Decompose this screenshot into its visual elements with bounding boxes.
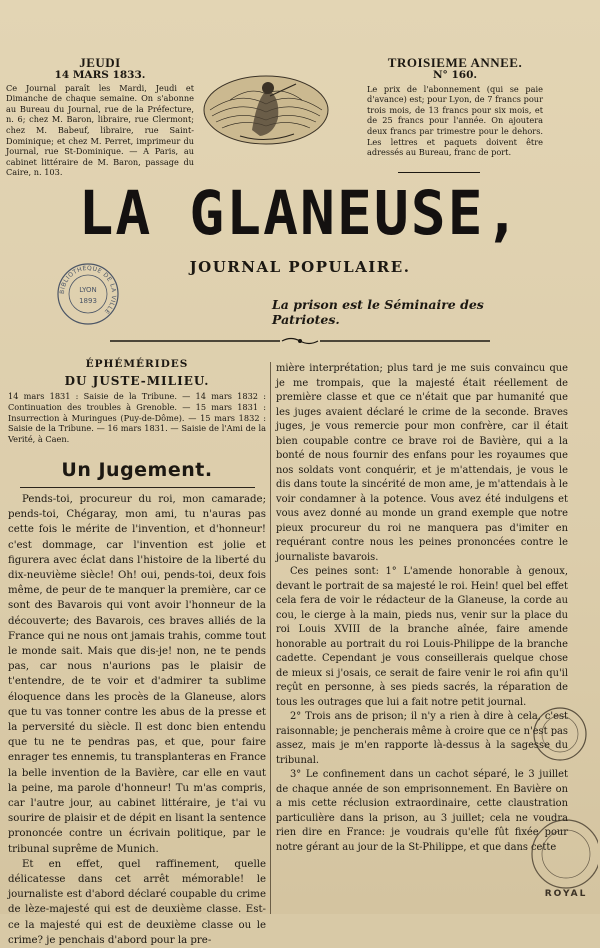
issue-day: JEUDI bbox=[79, 55, 121, 70]
article-title-rule bbox=[20, 487, 255, 488]
issue-date: 14 MARS 1833. bbox=[54, 69, 146, 81]
masthead-rule bbox=[398, 172, 480, 173]
motto: La prison est le Séminaire des Patriotes. bbox=[272, 297, 484, 327]
article-paragraph: Ces peines sont: 1° L'amende honorable à genoux, devant le portrait de sa majesté le roi. Hein! quel bel effet cela fera de voir le rédacteur de la Glaneuse, la corde au cou, le cierge à la main, pieds nus, venir sur la place du roi Louis XVIII de la branche aînée, faire amende honorable au portrait du roi Louis-Philippe de la branche cadette. Cependant je vous conseillerais quelque chose de mieux si j'osais, ce serait de faire venir le roi afin qu'il reçût en personne, à ses pieds sacrés, la réparation de tous les outrages que lui a fait notre petit journal. bbox=[276, 566, 568, 708]
stamp-ring-text: BIBLIOTHÈQUE DE LA VILLE bbox=[58, 264, 118, 316]
newspaper-subtitle: JOURNAL POPULAIRE. bbox=[189, 258, 411, 276]
masthead-vignette bbox=[200, 70, 332, 148]
ephemerides-text: 14 mars 1831 : Saisie de la Tribune. — 14 mars 1832 : Continuation des troubles à Grenoble. — 15 mars 1831 : Insurrection à Muringues (Puy-de-Dôme). — 15 mars 1832 : Saisie de la Tribune. — 16 mars 1831. — Saisie de l'Ami de la Verité, à Caen. bbox=[8, 391, 266, 445]
pricing-info: Le prix de l'abonnement (qui se paie d'avance) est; pour Lyon, de 7 francs pour trois mois, de 13 francs pour six mois, et de 25 francs pour l'année. On ajoutera deux francs par trimestre pour le dehors. Les lettres et paquets doivent être adressés au Bureau, franc de port. bbox=[367, 83, 543, 158]
archive-stamp-text: ROYAL bbox=[544, 889, 588, 899]
masthead-left bbox=[6, 56, 194, 178]
stamp-city: LYON bbox=[79, 286, 97, 294]
article-paragraph: 2° Trois ans de prison; il n'y a rien à dire à cela, c'est raisonnable; je pencherais même à croire que ce n'est pas assez, mais je m'en rapporte là-dessus à la sagesse du tribunal. bbox=[276, 711, 568, 766]
article-paragraph: 3° Le confinement dans un cachot séparé, le 3 juillet de chaque année de son emprisonnement. En Bavière on a mis cette réclusion extraordinaire, cette claustration particulière dans la prison, au 3 juillet; cela ne voudra rien dire en France: je voudrais qu'elle fût fixée pour notre gérant au jour de la St-Philippe, et que dans cette bbox=[276, 769, 568, 853]
newspaper-title: LA GLANEUSE, bbox=[78, 177, 522, 249]
archive-stamp bbox=[512, 706, 598, 906]
subscription-info: Ce Journal paraît les Mardi, Jeudi et Dimanche de chaque semaine. On s'abonne au Bureau du Journal, rue de la Préfecture, n. 6; chez M. Baron, libraire, rue Clermont; chez M. Babeuf, libraire, rue Saint-Dominique; et chez M. Perret, imprimeur du Journal, rue St-Dominique. — A Paris, au cabinet littéraire de M. Baron, passage du Caire, n. 103. bbox=[6, 82, 194, 178]
left-column bbox=[8, 358, 266, 948]
article-paragraph: Et en effet, quel raffinement, quelle délicatesse dans cet arrêt mémorable! le journaliste est d'abord déclaré coupable du crime de lèze-majesté qui est de deuxième classe. Est-ce la majesté qui est de deuxième classe ou le crime? je penchais d'abord pour la pre- bbox=[8, 858, 266, 946]
ephemerides-subtitle: DU JUSTE-MILIEU. bbox=[64, 374, 210, 388]
masthead-right bbox=[367, 56, 543, 158]
article-paragraph: Pends-toi, procureur du roi, mon camarade; pends-toi, Chégaray, mon ami, tu n'auras pas cette fois le mérite de l'invention, et d'honneur! c'est dommage, car l'invention est jolie et figurera avec éclat dans l'histoire de la liberté du dix-neuvième siècle! Oh! oui, pends-toi, deux fois même, de peur de te manquer la première, car ce sont des Bavarois qui vont avoir l'honneur de la découverte; des Bavarois, ces braves alliés de la France qui ne nous ont jamais trahis, comme tout le monde sait. Mais que dis-je! non, ne te pends pas, car nous n'aurions pas le plaisir de t'entendre, de te voir et d'admirer ta sublime éloquence dans les procès de la Glaneuse, alors que tu vas tonner contre les abus de la presse et la perversité du siècle. Il est donc bien entendu que tu ne te pendras pas, et que, pour faire enrager tes ennemis, tu transplanteras en France la belle invention de la Bavière, car elle en vaut la peine, ma parole d'honneur! Tu m'as compris, car l'autre jour, au cabinet littéraire, je t'ai vu sourire de plaisir et de dépit en lisant la sentence prononcée contre un écrivain politique, par le tribunal suprême de Munich. bbox=[8, 493, 266, 855]
library-stamp bbox=[56, 262, 120, 326]
stamp-year: 1893 bbox=[79, 297, 97, 305]
column-divider bbox=[270, 362, 271, 914]
article-paragraph: mière interprétation; plus tard je me suis convaincu que je me trompais, que la majesté était réellement de première classe et que ce n'était que par humanité que les juges avaient déclaré le crime de la seconde. Braves juges, je vous remercie pour mon confrère, car il était bien coupable contre ce brave roi de Bavière, qui a la bonté de nous fournir des enfans pour les royaumes que nos soldats vont conquérir, et je m'attendais, je vous le dis dans toute la sincérité de mon ame, je m'attendais à le voir condamner à la potence. Vous avez été indulgens et vous avez donné au monde un grand exemple que notre pieux procureur du roi ne manquera pas d'imiter en requérant contre nous les peines prononcées contre le journaliste bavarois. bbox=[276, 363, 568, 563]
ephemerides-title: ÉPHÉMÉRIDES bbox=[85, 358, 189, 370]
ornamental-rule bbox=[110, 336, 490, 346]
issue-series: TROISIEME ANNEE. bbox=[387, 55, 523, 70]
article-title: Un Jugement. bbox=[61, 458, 213, 481]
issue-number: N° 160. bbox=[432, 69, 478, 81]
